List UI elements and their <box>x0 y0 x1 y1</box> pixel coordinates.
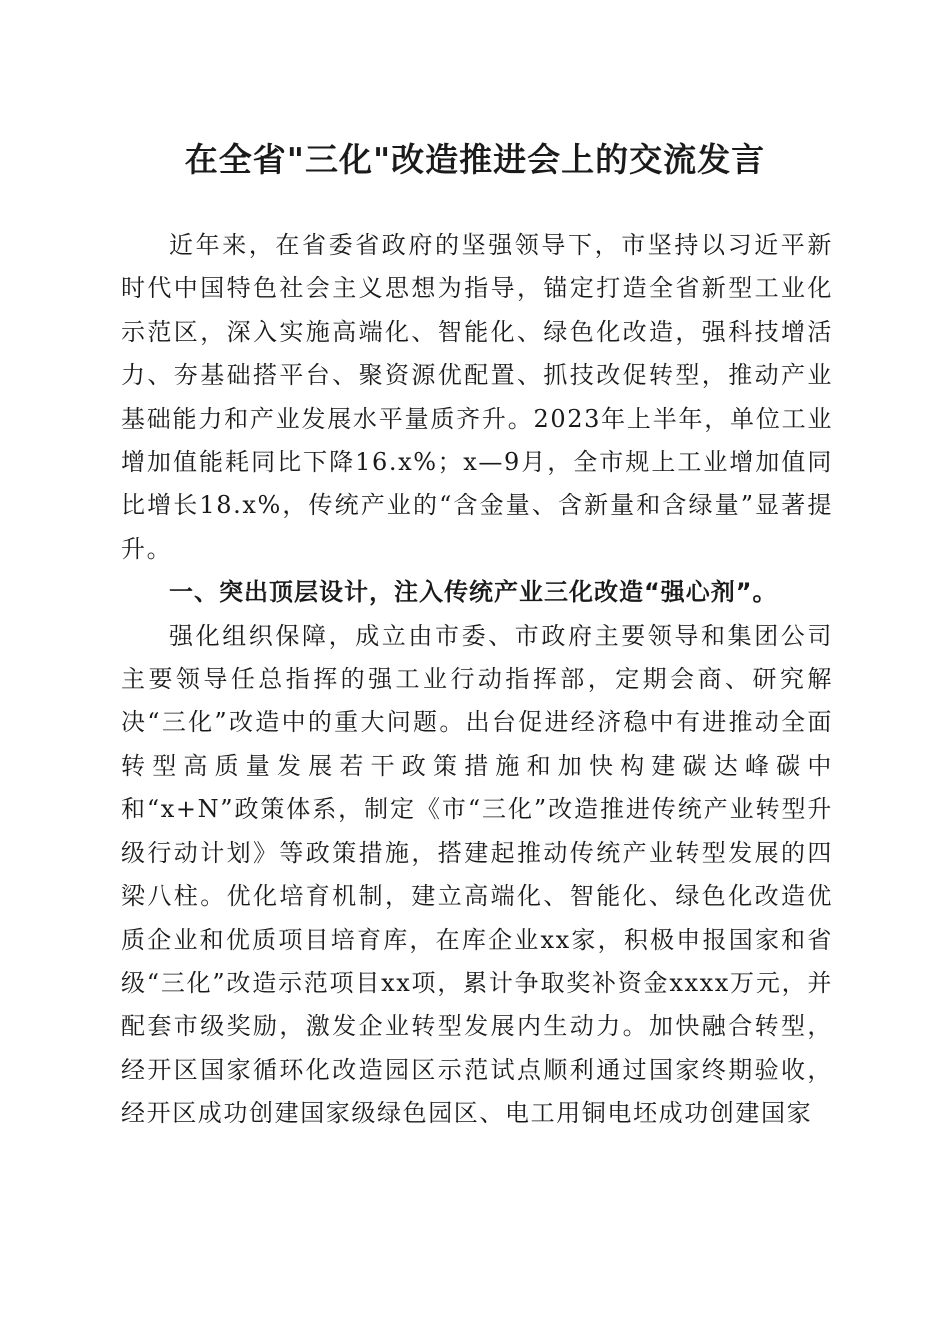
paragraph-intro: 近年来，在省委省政府的坚强领导下，市坚持以习近平新时代中国特色社会主义思想为指导，锚定打造全省新型工业化示范区，深入实施高端化、智能化、绿色化改造，强科技增活力、夯基础搭平台、聚资源优配置、抓技改促转型，推动产业基础能力和产业发展水平量质齐升。2023年上半年，单位工业增加值能耗同比下降16.x%；x—9月，全市规上工业增加值同比增长18.x%，传统产业的“含金量、含新量和含绿量”显著提升。 <box>121 231 833 563</box>
document-title: 在全省"三化"改造推进会上的交流发言 <box>184 140 766 179</box>
document-body <box>121 224 833 1136</box>
paragraph-section-1: 强化组织保障，成立由市委、市政府主要领导和集团公司主要领导任总指挥的强工业行动指挥部，定期会商、研究解决“三化”改造中的重大问题。出台促进经济稳中有进推动全面转型高质量发展若干政策措施和加快构建碳达峰碳中和“x+N”政策体系，制定《市“三化”改造推进传统产业转型升级行动计划》等政策措施，搭建起推动传统产业转型发展的四梁八柱。优化培育机制，建立高端化、智能化、绿色化改造优质企业和优质项目培育库，在库企业xx家，积极申报国家和省级“三化”改造示范项目xx项，累计争取奖补资金xxxx万元，并配套市级奖励，激发企业转型发展内生动力。加快融合转型，经开区国家循环化改造园区示范试点顺利通过国家终期验收，经开区成功创建国家级绿色园区、电工用铜电坯成功创建国家 <box>121 621 833 1128</box>
section-heading-1: 一、突出顶层设计，注入传统产业三化改造“强心剂”。 <box>169 578 778 607</box>
